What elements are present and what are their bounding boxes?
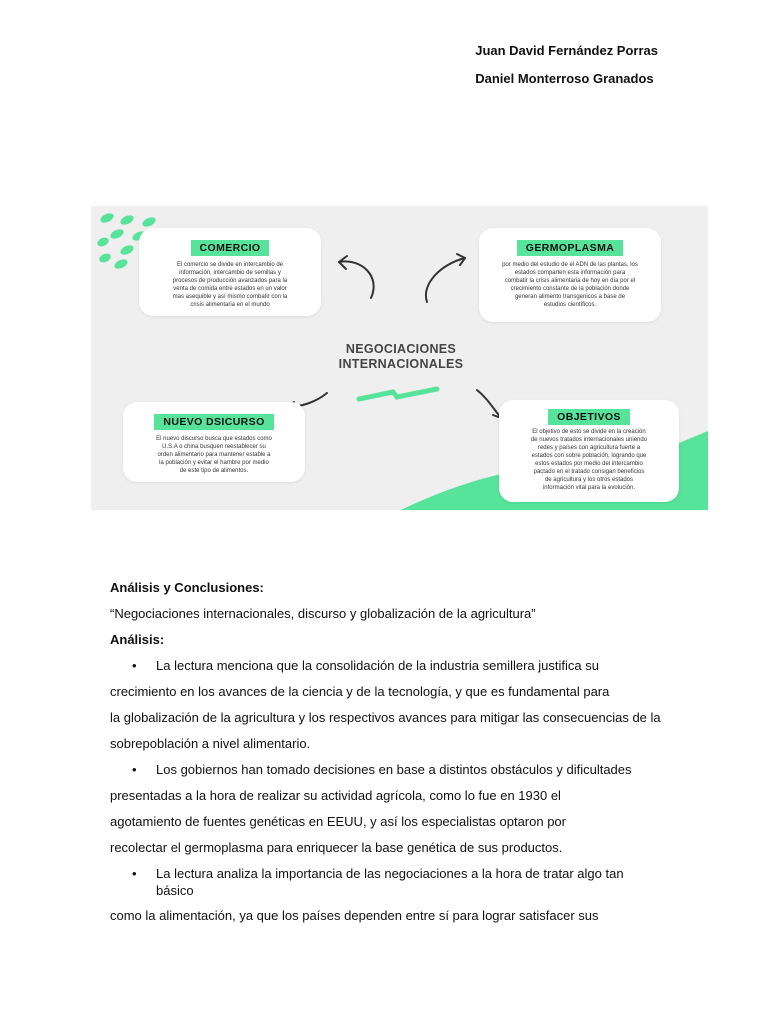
card-text: El nuevo discurso busca que estados como U.S.A o china busquen reestablecer su orden alimentario para mantener estable a la población y evitar el hambre por medio de este tipo de alimentos. — [156, 436, 272, 474]
card-text: El comercio se divide en intercambio de información, intercambio de semillas y procesos de producción avanzados para la venta de comida entre estados en un valor mas asequible y así mismo combatir con la crisis alimentaria en el mundo — [172, 262, 288, 308]
bullet-icon: • — [132, 658, 137, 673]
card-title: OBJETIVOS — [548, 409, 630, 425]
card-title: COMERCIO — [191, 240, 270, 256]
bullet-text: La lectura analiza la importancia de las negociaciones a la hora de tratar algo tan básico — [156, 866, 624, 898]
bullet-item — [110, 861, 626, 903]
concept-map-image — [91, 206, 708, 510]
paragraph-line: presentadas a la hora de realizar su actividad agrícola, como lo fue en 1930 el — [110, 788, 561, 803]
paragraph-line: crecimiento en los avances de la ciencia y de la tecnología, y que es fundamental para — [110, 684, 610, 699]
card-title: NUEVO DSICURSO — [154, 414, 273, 430]
analysis-subheading: Análisis: — [110, 632, 165, 647]
paragraph-line: como la alimentación, ya que los países dependen entre sí para lograr satisfacer sus — [110, 908, 599, 923]
paragraph-line: la globalización de la agricultura y los respectivos avances para mitigar las consecuencias de la — [110, 710, 661, 725]
card-nuevo-discurso — [123, 402, 305, 482]
reading-title: “Negociaciones internacionales, discurso y globalización de la agricultura” — [110, 606, 536, 621]
paragraph-line: sobrepoblación a nivel alimentario. — [110, 736, 311, 751]
authors-block — [475, 40, 658, 96]
paragraph-line: agotamiento de fuentes genéticas en EEUU, y así los especialistas optaron por — [110, 814, 566, 829]
bullet-icon: • — [132, 866, 137, 881]
bullet-text: La lectura menciona que la consolidación de la industria semillera justifica su — [156, 658, 599, 673]
author-name: Juan David Fernández Porras — [475, 43, 658, 58]
analysis-section — [110, 575, 670, 929]
bullet-icon: • — [132, 762, 137, 777]
author-name: Daniel Monterroso Granados — [475, 71, 654, 86]
card-text: El objetivo de esto se divide en la creación de nuevos tratados internacionales uniendo redes y países con agricultura fuerte a estados con sobre población, logrando que estos estados por medio del intercambio pactado en el tratado consigan beneficios de agricultura y los otros estados información vital para la evolución. — [530, 429, 648, 491]
center-title: NEGOCIACIONES INTERNACIONALES — [338, 342, 464, 371]
card-germoplasma — [479, 228, 661, 322]
arrow-to-objetivos — [477, 390, 501, 418]
bullet-text: Los gobiernos han tomado decisiones en base a distintos obstáculos y dificultades — [156, 762, 632, 777]
paragraph-line: recolectar el germoplasma para enriquecer la base genética de sus productos. — [110, 840, 563, 855]
section-heading: Análisis y Conclusiones: — [110, 580, 264, 595]
bullet-item — [110, 653, 670, 679]
card-text: por medio del estudio de el ADN de las plantas, los estados comparten esta información para combatir la crisis alimentaria de hoy en día por el crecimiento constante de la población donde generan alimento transgenicos a base de estudios científicos. — [502, 262, 638, 308]
bullet-item — [110, 757, 670, 783]
card-comercio — [139, 228, 321, 316]
card-title: GERMOPLASMA — [517, 240, 623, 256]
card-objetivos — [499, 400, 679, 502]
